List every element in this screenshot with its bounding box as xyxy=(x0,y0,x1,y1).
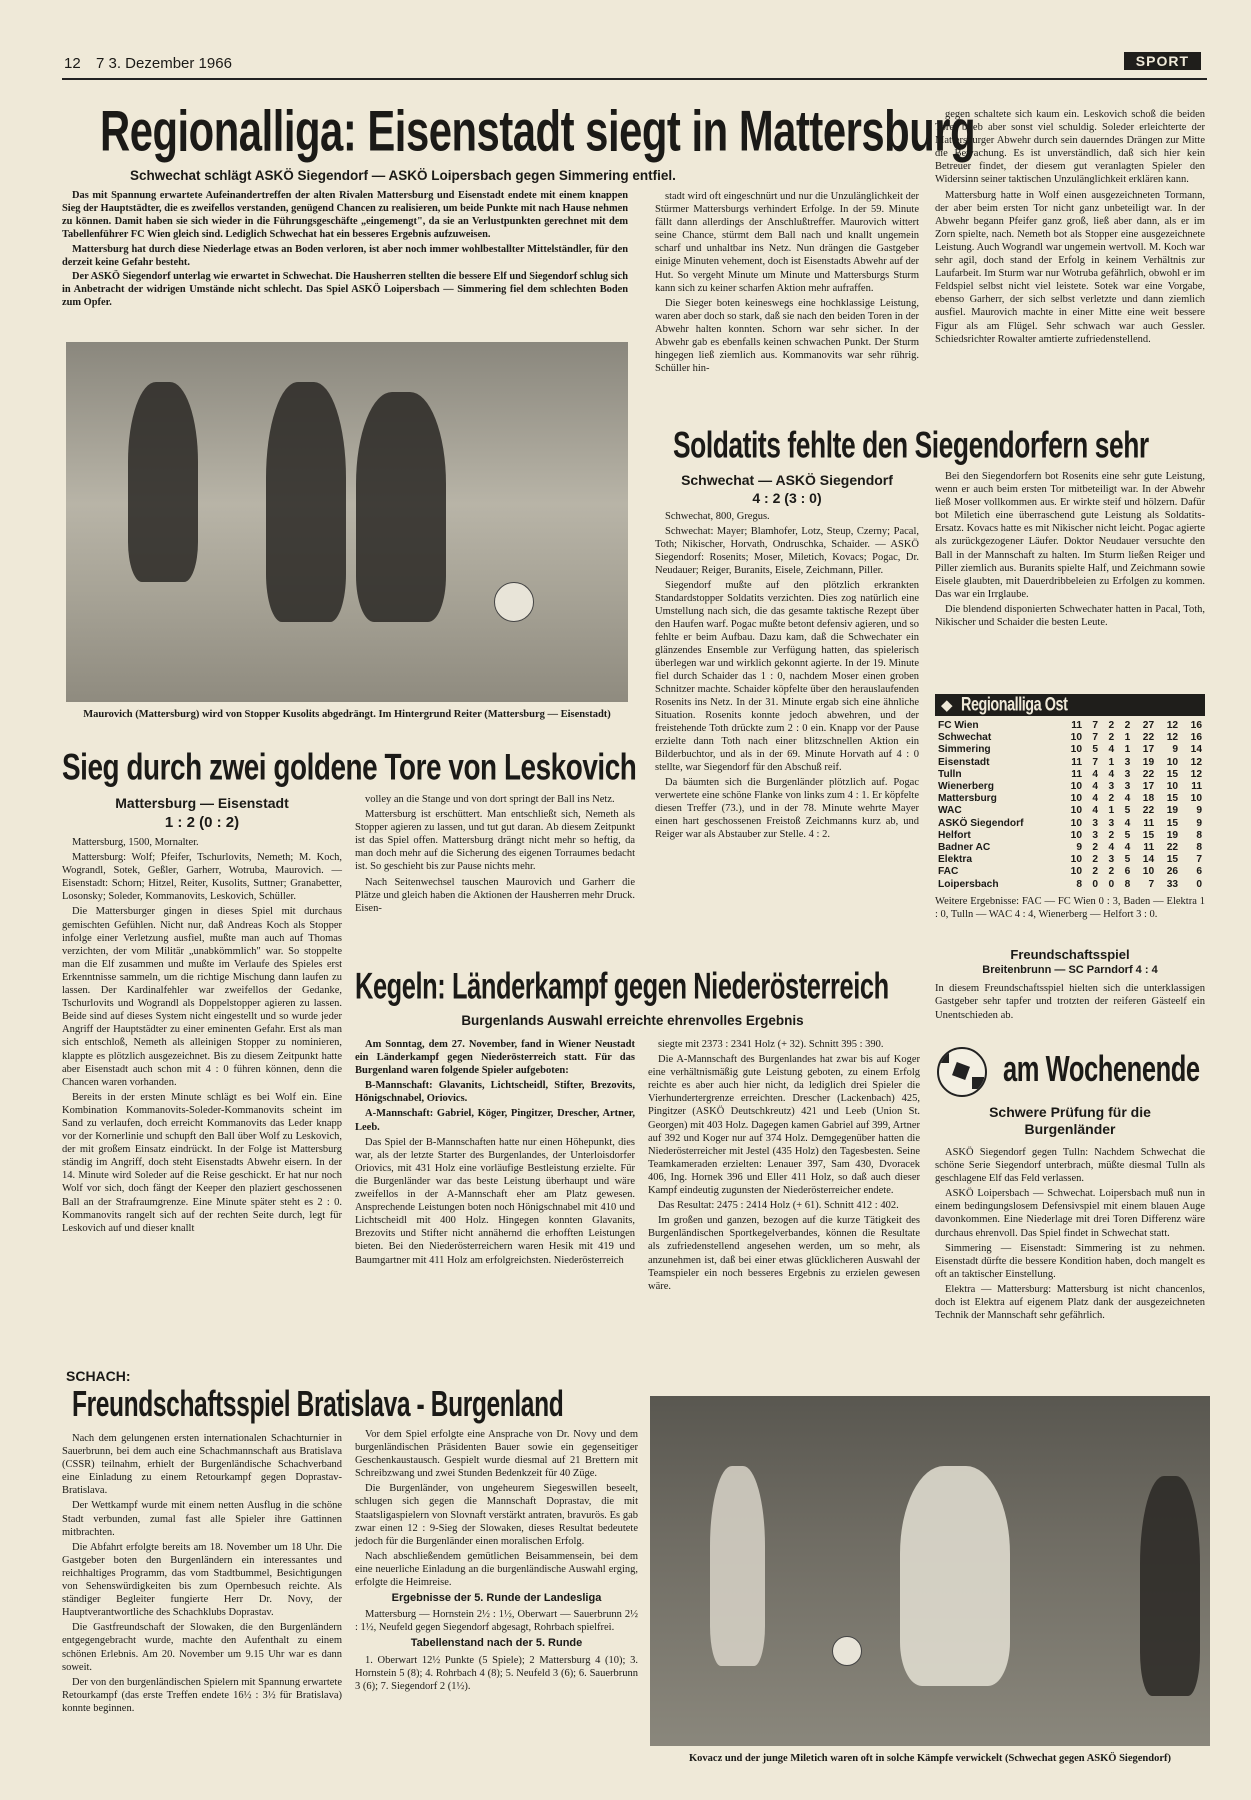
stat-cell: 4 xyxy=(1124,817,1131,829)
stat-cell: 12 xyxy=(1166,732,1179,744)
stat-cell: 4 xyxy=(1092,793,1099,805)
stat-cell: 11 xyxy=(1071,768,1082,780)
stat-cell: 2 xyxy=(1108,829,1115,841)
stat-cell: 10 xyxy=(1070,744,1082,756)
schach-table-title: Tabellenstand nach der 5. Runde xyxy=(410,1637,583,1650)
col2-top-text: stadt wird oft eingeschnürt und nur die Unzulänglichkeit der Stürmer Mattersburgs verhindert Erfolge. In der 59. Minute fällt dann allerdings der Anschlußtreffer. Maurovich wittert seine Chance, stürmt dem Ball nach und knallt ungemein scharf und unhaltbar ins Netz. Nun drängen die Gastgeber einige Minuten vehement, doch ist Eisenstadts Abwehr auf der Hut. So vergeht Minute um Minute und Mattersburgs Sturm kann sich zu keiner scharfen Aktion mehr aufraffen. Die Sieger boten keineswegs eine hochklassige Leistung, waren aber doch so stark, daß sie nach den beiden Toren in der Abwehr halten konnten. Schorn war sehr sicher. In der Abwehr gab es ebenfalls keinen schwachen Punkt. Der Sturm hingegen ließ ziemlich aus. Kommanovits war sehr rührig. Schüller hin- xyxy=(655,191,919,375)
lead-photo xyxy=(66,342,628,702)
stat-cell: 22 xyxy=(1142,805,1155,817)
diamond-icon: ◆ xyxy=(941,698,953,714)
stat-cell: 17 xyxy=(1142,744,1155,756)
leskovich-body2: volley an die Stange und von dort springt der Ball ins Netz. Mattersburg ist erschüttert. Man entschließt sich, Nemeth als Stopper agieren zu lassen, und tut gut daran. Ab diesem Zeitpunkt ist das Spiel offen. Mattersburg drängt nicht mehr so heftig, da man doch mehr auf die Sicherung des eigenen Torraumes bedacht ist. So geschieht bis zur Pause nichts mehr. Nach Seitenwechsel tauschen Maurovich und Garherr die Plätze und gleich haben die Aktionen der Hausherren mehr Druck. Eisen- xyxy=(355,794,635,914)
team-name: Badner AC xyxy=(938,842,991,854)
stat-cell: 16 xyxy=(1190,732,1202,744)
weekend-headline: am Wochenende xyxy=(1003,1050,1200,1090)
standings-title: Regionalliga Ost xyxy=(961,695,1068,716)
soldatits-headline: Soldatits fehlte den Siegendorfern sehr xyxy=(673,425,1149,467)
stat-cell: 15 xyxy=(1166,854,1179,866)
stat-cell: 7 xyxy=(1196,854,1202,866)
stat-cell: 1 xyxy=(1124,744,1131,756)
schach-label: SCHACH: xyxy=(66,1368,131,1384)
schach-col2: Vor dem Spiel erfolgte eine Ansprache von Dr. Novy und dem burgenländischen Präsidenten Bauer sowie ein gegenseitiger Geschenkaustausch. Gespielt wurde diesmal auf 21 Brettern mit Schreibzwang und zwei Stunden Bedenkzeit für 40 Züge. Die Burgenländer, von ungeheurem Siegeswillen beseelt, schlugen sich gegen die Mannschaft Doprastav, die mit Staatsligaspielern von Slovnaft verstärkt antraten, bravurös. Es gab zwar einen 12 : 9-Sieg der Slowaken, dieses Resultat bedeutete jedoch für die Burgenländer einen moralischen Erfolg. Nach abschließendem gemütlichen Beisammensein, bei dem eine neuerliche Einladung an die burgenländische Auswahl erging, erfolgte die Heimreise. Ergebnisse der 5. Runde der Landesliga Mattersburg — Hornstein 2½ : 1½, Oberwart — Sauerbrunn 2½ : 1½, Neufeld gegen Siegendorf abgesagt, Rohrbach spielfrei. Tabellenstand nach der 5. Runde 1. Oberwart 12½ Punkte (5 Spiele); 2 Mattersburg 4 (10); 3. Hornstein 5 (8); 4. Rohrbach 4 (8); 5. Neufeld 3 (6); 6. Sauerbrunn 3 (6); 7. Siegendorf 2 (1½). xyxy=(355,1429,638,1692)
soldatits-body: Schwechat, 800, Gregus. Schwechat: Mayer; Blamhofer, Lotz, Steup, Czerny; Pacal, Toth; Nikischer, Horvath, Ondruschka, Schaider. — ASKÖ Siegendorf: Rosenits; Moser, Miletich, Kovacs; Pogac, Dr. Neudauer; Reiger, Buranits, Eisele, Zeichmann, Piller. Siegendorf mußte auf den plötzlich erkrankten Standardstopper Soldatits verzichten. Dies zog natürlich eine Umstellung nach sich, die das gesamte taktische Rezept über den Haufen warf. Pogac mußte betont defensiv agieren, und so fehlte er beim Aufbau. Dazu kam, daß die Schwechater ein glänzendes Ensemble zur Verfügung hatten, das spielerisch überlegen war und wirklich gekonnt agierte. In der 19. Minute fiel durch Schaider das 1 : 0, nachdem Moser einen groben Schnitzer machte. Schaider köpfelte über den herauslaufenden Rosenits ins Netz. In der 31. Minute ergab sich eine ähnliche Situation. Rosenits konnte jedoch abwehren, und der freistehende Toth drückte zum 2 : 0 ein. Knapp vor der Pause erzielte dann Toth nach einer blitzschnellen Aktion ein Bilderbuchtor, und als in der 69. Minute Horvath auf 4 : 0 stellte, war Siegendorf für den Abschuß reif. Da bäumten sich die Burgenländer plötzlich auf. Pogac verwertete eine schöne Flanke von links zum 4 : 1. Er köpfelte diesen Treffer (73.), und in der 78. Minute wehrte Mayer einen hart geschossenen Freistoß Zeichmanns kurz ab, und Reiger war als Abstauber zur Stelle. 4 : 2. xyxy=(655,511,919,840)
stat-cell: 19 xyxy=(1166,829,1179,841)
team-name: Helfort xyxy=(938,829,971,841)
standings-row xyxy=(935,793,1205,805)
standings-results: Weitere Ergebnisse: FAC — FC Wien 0 : 3, Baden — Elektra 1 : 0, Tulln — WAC 4 : 4, Wienerberg — Helfort 3 : 0. xyxy=(935,895,1205,921)
stat-cell: 10 xyxy=(1070,793,1082,805)
stat-cell: 19 xyxy=(1166,805,1179,817)
stat-cell: 17 xyxy=(1142,781,1155,793)
stat-cell: 4 xyxy=(1108,744,1115,756)
stat-cell: 19 xyxy=(1142,756,1155,768)
kegeln-col1: Am Sonntag, dem 27. November, fand in Wiener Neustadt ein Länderkampf gegen Niederösterreich statt. Für das Burgenland waren folgende Spieler aufgeboten: B-Mannschaft: Glavanits, Lichtscheidl, Stifter, Brezovits, Hönigschnabel, Oriovics. A-Mannschaft: Gabriel, Köger, Pingitzer, Drescher, Artner, Leeb. Das Spiel der B-Mannschaften hatte nur einen Höhepunkt, dies war, als der letzte Starter des Burgenlandes, der Unterloisdorfer Oriovics, mit 431 Holz eine vorläufige Bestleistung erzielte. Für die Burgenländer war das beste Leistung überhaupt und wäre zweifellos in der A-Mannschaft eher am Platz gewesen. Ansprechende Leistungen boten noch Hönigschnabel mit 410 und Lichtscheidl mit 400 Holz. Hingegen konnten Glavanits, Brezovits und Stifter nicht annähernd die erhofften Leistungen bieten. Bei den Niederösterreichern waren Hesik mit 419 und Baumgartner mit 411 Holz am erfolgreichsten. Niederösterreich xyxy=(355,1039,635,1266)
stat-cell: 9 xyxy=(1172,744,1179,756)
friendly-match: Breitenbrunn — SC Parndorf 4 : 4 xyxy=(982,964,1158,976)
stat-cell: 10 xyxy=(1070,732,1082,744)
stat-cell: 2 xyxy=(1092,866,1099,878)
stat-cell: 6 xyxy=(1196,866,1202,878)
bottom-photo xyxy=(650,1396,1210,1746)
stat-cell: 3 xyxy=(1092,829,1099,841)
stat-cell: 9 xyxy=(1076,842,1082,854)
stat-cell: 11 xyxy=(1071,720,1082,731)
stat-cell: 10 xyxy=(1142,866,1155,878)
standings-row xyxy=(935,769,1205,781)
lead-subheadline: Schwechat schlägt ASKÖ Siegendorf — ASKÖ Loipersbach gegen Simmering entfiel. xyxy=(130,168,676,183)
stat-cell: 1 xyxy=(1108,756,1115,768)
stat-cell: 2 xyxy=(1108,793,1115,805)
stat-cell: 8 xyxy=(1196,842,1202,854)
section-label: SPORT xyxy=(1124,52,1201,70)
stat-cell: 3 xyxy=(1108,854,1115,866)
leskovich-teams: Mattersburg — Eisenstadt xyxy=(115,795,289,811)
team-name: Elektra xyxy=(938,854,972,866)
kegeln-sub: Burgenlands Auswahl erreichte ehrenvolles Ergebnis xyxy=(461,1013,804,1028)
stat-cell: 10 xyxy=(1070,781,1082,793)
lead-headline: Regionalliga: Eisenstadt siegt in Mattersburg xyxy=(100,100,976,164)
leskovich-headline: Sieg durch zwei goldene Tore von Leskovich xyxy=(62,746,637,788)
team-name: ASKÖ Siegendorf xyxy=(938,817,1024,829)
stat-cell: 14 xyxy=(1190,744,1202,756)
team-name: Eisenstadt xyxy=(938,756,990,768)
stat-cell: 4 xyxy=(1124,842,1131,854)
stat-cell: 4 xyxy=(1108,842,1115,854)
standings-row xyxy=(935,757,1205,769)
stat-cell: 8 xyxy=(1196,829,1202,841)
stat-cell: 0 xyxy=(1092,878,1099,890)
stat-cell: 2 xyxy=(1108,866,1115,878)
stat-cell: 7 xyxy=(1092,732,1099,744)
stat-cell: 3 xyxy=(1092,817,1099,829)
standings-row xyxy=(935,842,1205,854)
stat-cell: 7 xyxy=(1092,720,1099,731)
friendly-body: In diesem Freundschaftsspiel hielten sich die unterklassigen Gastgeber sehr tapfer und trotzten der reiferen Gästeelf ein Unentschieden ab. xyxy=(935,983,1205,1021)
stat-cell: 15 xyxy=(1142,829,1155,841)
standings-row xyxy=(935,854,1205,866)
stat-cell: 3 xyxy=(1124,768,1131,780)
schach-results-title: Ergebnisse der 5. Runde der Landesliga xyxy=(391,1592,602,1605)
stat-cell: 11 xyxy=(1143,842,1155,854)
stat-cell: 15 xyxy=(1166,817,1179,829)
standings-title-bar xyxy=(935,694,1205,716)
stat-cell: 3 xyxy=(1124,781,1131,793)
stat-cell: 2 xyxy=(1092,842,1099,854)
team-name: Tulln xyxy=(938,768,962,780)
stat-cell: 4 xyxy=(1108,768,1115,780)
stat-cell: 4 xyxy=(1092,781,1099,793)
stat-cell: 27 xyxy=(1142,720,1155,731)
standings-row xyxy=(935,720,1205,732)
weekend-sub: Schwere Prüfung für die Burgenländer xyxy=(989,1104,1151,1137)
stat-cell: 22 xyxy=(1142,732,1155,744)
stat-cell: 7 xyxy=(1092,756,1099,768)
stat-cell: 5 xyxy=(1092,744,1099,756)
stat-cell: 4 xyxy=(1092,768,1099,780)
stat-cell: 2 xyxy=(1108,720,1115,731)
stat-cell: 16 xyxy=(1190,720,1202,731)
team-name: FC Wien xyxy=(938,720,979,731)
leskovich-body: Mattersburg, 1500, Mornalter. Mattersburg: Wolf; Pfeifer, Tschurlovits, Nemeth; M. Koch, Wograndl, Sotek, Geßler, Garherr, Wotruba, Maurovich. — Eisenstadt: Schorn; Hitzel, Reiter, Kusolits, Suttner; Granabetter, Losonsky; Soleder, Kommanovits, Leskovich, Schüller. Die Mattersburger gingen in dieses Spiel mit durchaus gemischten Gefühlen. Nicht nur, daß Andreas Koch als Stopper infolge einer Verletzung ausfiel, mußte man auch auf Thomas verzichten, der vom Militär „unabkömmlich" war. So stoppelte man die Elf zusammen und mußte im Verlaufe des Spieles erst Erkenntnisse sammeln, um die richtige Mischung dann laufen zu lassen. Der Kardinalfehler war zweifellos der Gedanke, Tschurlovits und Wograndl als Doppelstopper agieren zu lassen. Beide sind auf dieses System nicht eingestellt und so wurde jeder Angriff der Hauptstädter zu einer eminenten Gefahr. Erst als man sich entschloß, Nemeth als alleinigen Stopper zu nominieren, klappte es plötzlich ausgezeichnet. Bis zu diesem Zeitpunkt hatte aber Eisenstadt auch schon mit 4 : 0 führen können, denn die Chancen waren vorhanden. Bereits in der ersten Minute schlägt es bei Wolf ein. Eine Kombination Kommanovits-Soleder-Kommanovits scheint im Sand zu verlaufen, doch erreicht Kommanovits das Leder knapp vor der Kornerlinie und schupft den Ball über Wolf zu Leskovich, der mit großem Einsatz eindrückt. In der Folge ist Mattersburg ständig im Angriff, doch steht Eisenstadts Abwehr eisern. In der 14. Minute wird Soleder auf die Reise geschickt. Er hat nur noch Wolf vor sich, doch fängt der Keeper den plaziert geschossenen Ball an der Strafraumgrenze. Eine Minute später steht es 2 : 0. Kommanovits rangelt sich auf der rechten Seite durch, legt für Leskovich auf und dieser knallt xyxy=(62,837,342,1234)
stat-cell: 10 xyxy=(1190,793,1202,805)
schach-headline: Freundschaftsspiel Bratislava - Burgenland xyxy=(72,1385,564,1425)
stat-cell: 9 xyxy=(1196,817,1202,829)
team-name: Mattersburg xyxy=(938,793,997,805)
stat-cell: 1 xyxy=(1124,732,1131,744)
stat-cell: 11 xyxy=(1143,817,1155,829)
kegeln-headline: Kegeln: Länderkampf gegen Niederösterreich xyxy=(355,965,889,1007)
stat-cell: 7 xyxy=(1148,878,1155,890)
team-name: Schwechat xyxy=(938,732,992,744)
stat-cell: 1 xyxy=(1108,805,1115,817)
issue-date: 7 3. Dezember 1966 xyxy=(96,55,232,72)
football-icon xyxy=(937,1047,987,1097)
stat-cell: 22 xyxy=(1142,768,1155,780)
standings-row xyxy=(935,805,1205,817)
soldatits-body-right: Bei den Siegendorfern bot Rosenits eine sehr gute Leistung, wenn er auch beim ersten Tor mitbeteiligt war. In der Abwehr ließ Moser vollkommen aus. Er wirkte steif und hölzern. Dafür bot Miletich eine überraschend gute Leistung als Soldatits-Ersatz. Kovacs hatte es mit Nikischer nicht leicht. Pogac agierte als zurückgezogener Läufer. Doktor Neudauer versuchte den Ball in der Mannschaft zu halten. Im Sturm ließen Reiger und Piller ziemlich aus. Buranits spielte Half, und Zeichmann sowie Eisele glaubten, mit Dauerdribbeleien zu Erfolgen zu kommen. Das war ein Irrglaube. Die blendend disponierten Schwechater hatten in Pacal, Toth, Nikischer und Schaider die besten Leute. xyxy=(935,471,1205,629)
stat-cell: 3 xyxy=(1108,781,1115,793)
stat-cell: 5 xyxy=(1124,854,1131,866)
stat-cell: 2 xyxy=(1124,720,1131,731)
stat-cell: 10 xyxy=(1070,829,1082,841)
lead-photo-caption: Maurovich (Mattersburg) wird von Stopper Kusolits abgedrängt. Im Hintergrund Reiter (Mattersburg — Eisenstadt) xyxy=(83,709,611,720)
leskovich-score: 1 : 2 (0 : 2) xyxy=(164,814,240,831)
schach-col1: Nach dem gelungenen ersten internationalen Schachturnier in Sauerbrunn, bei dem auch eine Schachmannschaft aus Bratislava (CSSR) teilnahm, erhielt der Burgenländische Schachverband eine Einladung zu einem Retourkampf gegen Doprastav-Bratislava. Der Wettkampf wurde mit einem netten Ausflug in die schöne Stadt verbunden, zumal fast alle Spieler ihre Gattinnen mitbrachten. Die Abfahrt erfolgte bereits am 18. November um 18 Uhr. Die Gastgeber boten den Burgenländern ein interessantes und reichhaltiges Programm, das vom Stadtbummel, Besichtigungen von Sehenswürdigkeiten bis zum Opernbesuch reichte. Als ständiger Begleiter fungierte Herr Dr. Novy, der Hauptverantwortliche des Schachklubs Doprastav. Die Gastfreundschaft der Slowaken, die den Burgenländern entgegengebracht wurde, machte den Aufenthalt zu einem schönen Erlebnis. Am 20. November um 9.15 Uhr war es dann soweit. Der von den burgenländischen Spielern mit Spannung erwartete Retourkampf (das erste Treffen endete 16½ : 3½ für Bratislava) konnte beginnen. xyxy=(62,1433,342,1714)
stat-cell: 5 xyxy=(1124,805,1131,817)
col3-top-text: gegen schaltete sich kaum ein. Leskovich schoß die beiden Tore, blieb aber sonst viel schuldig. Soleder erleichterte der Mattersburger Abwehr durch sein dauerndes Drängen zur Mitte die Bewachung. Es ist unverständlich, daß sich hier kein Betreuer findet, der diesem gut veranlagten Spieler den Widersinn seiner taktischen Unzulänglichkeit erklären kann. Mattersburg hatte in Wolf einen ausgezeichneten Tormann, der aber beim ersten Tor nicht ganz unbeteiligt war. In der Abwehr begann Pfeifer ganz groß, ließ aber dann, als er im Zorn spielte, nach. Nemeth bot als Stopper eine ausgezeichnete Leistung. Auch Wograndl war ungemein wertvoll. M. Koch war sehr agil, doch stand der Erfolg in keinem Verhältnis zur Laufarbeit. Im Sturm war nur Wotruba gefährlich, obwohl er im Feldspiel selbst nicht viel leistete. Sotek war eine Vorgabe, ebenso Garherr, der sich selbst verletzte und dann ziemlich ausfiel. Maurovich machte in einer Mitte eine weit bessere Figur als am Flügel. Sehr schwach war auch Gessler. Schiedsrichter Rowalter amtierte zufriedenstellend. xyxy=(935,109,1205,345)
stat-cell: 18 xyxy=(1142,793,1155,805)
stat-cell: 22 xyxy=(1166,842,1179,854)
stat-cell: 8 xyxy=(1076,878,1082,890)
standings-row xyxy=(935,830,1205,842)
stat-cell: 12 xyxy=(1190,756,1202,768)
weekend-body: ASKÖ Siegendorf gegen Tulln: Nachdem Schwechat die schöne Serie Siegendorf unterbrach, müßte diesmal Tulln als geschlagene Elf das Feld verlassen. ASKÖ Loipersbach — Schwechat. Loipersbach muß nun in einem bedingungslosem Defensivspiel mit einem blauen Auge davonkommen. Eine Niederlage mit drei Toren Differenz wäre durchaus ehrenvoll. Das Spiel findet in Schwechat statt. Simmering — Eisenstadt: Simmering ist zu nehmen. Eisenstadt dürfte die bessere Kondition haben, doch mangelt es oft an taktischer Einstellung. Elektra — Mattersburg: Mattersburg ist nicht chancenlos, doch ist Elektra auf eigenem Platz dank der ausgezeichneten Technik der Mannschaft sehr gefährlich. xyxy=(935,1147,1205,1322)
stat-cell: 15 xyxy=(1166,793,1179,805)
stat-cell: 12 xyxy=(1190,768,1202,780)
stat-cell: 10 xyxy=(1070,854,1082,866)
standings-box xyxy=(935,694,1205,921)
team-name: Wienerberg xyxy=(938,781,994,793)
page-number: 12 xyxy=(64,55,81,72)
lead-intro: Das mit Spannung erwartete Aufeinandertreffen der alten Rivalen Mattersburg und Eisenstadt endete mit einem knappen Sieg der Hauptstädter, die es zweifellos verstanden, genügend Chancen zu realisieren, um beide Punkte mit nach Hause nehmen zu können. Damit haben sie sich wieder in die Führungsgeschäfte „eingemengt", da sie an Verlustpunkten gerechnet mit dem Tabellenführer FC Wien gleich sind. Lediglich Schwechat hat ein besseres Ergebnis aufzuweisen. Mattersburg hat durch diese Niederlage etwas an Boden verloren, ist aber noch immer wohlbestallter Mittelständler, für den derzeit keine Gefahr besteht. Der ASKÖ Siegendorf unterlag wie erwartet in Schwechat. Die Hausherren stellten die bessere Elf und Siegendorf schlug sich in Anbetracht der widrigen Umstände nicht schlecht. Das Spiel ASKÖ Loipersbach — Simmering fiel dem schlechten Boden zum Opfer. xyxy=(62,190,628,309)
stat-cell: 5 xyxy=(1124,829,1131,841)
stat-cell: 4 xyxy=(1092,805,1099,817)
stat-cell: 14 xyxy=(1142,854,1155,866)
stat-cell: 10 xyxy=(1070,805,1082,817)
stat-cell: 3 xyxy=(1108,817,1115,829)
stat-cell: 12 xyxy=(1166,720,1179,731)
stat-cell: 6 xyxy=(1124,866,1131,878)
soldatits-score: 4 : 2 (3 : 0) xyxy=(752,490,822,506)
stat-cell: 11 xyxy=(1071,756,1082,768)
bottom-photo-caption: Kovacz und der junge Miletich waren oft in solche Kämpfe verwickelt (Schwechat gegen ASKÖ Siegendorf) xyxy=(689,1753,1171,1764)
team-name: WAC xyxy=(938,805,962,817)
team-name: Simmering xyxy=(938,744,991,756)
soldatits-teams: Schwechat — ASKÖ Siegendorf xyxy=(681,472,893,488)
standings-table xyxy=(935,720,1205,891)
standings-row xyxy=(935,818,1205,830)
stat-cell: 11 xyxy=(1191,781,1202,793)
stat-cell: 10 xyxy=(1070,866,1082,878)
stat-cell: 8 xyxy=(1124,878,1131,890)
stat-cell: 2 xyxy=(1092,854,1099,866)
stat-cell: 10 xyxy=(1070,817,1082,829)
stat-cell: 0 xyxy=(1108,878,1115,890)
standings-row xyxy=(935,781,1205,793)
stat-cell: 9 xyxy=(1196,805,1202,817)
standings-row xyxy=(935,879,1205,891)
team-name: Loipersbach xyxy=(938,878,999,890)
friendly-title: Freundschaftsspiel xyxy=(1010,947,1130,962)
stat-cell: 3 xyxy=(1124,756,1131,768)
kegeln-col2: siegte mit 2373 : 2341 Holz (+ 32). Schnitt 395 : 390. Die A-Mannschaft des Burgenlandes hat zwar bis auf Koger eine verhältnismäßig gute Leistung geboten, zu einem Erfolg reichte es aber auch hier nicht, da lediglich drei Spieler die Vierhundertergrenze erreichten. Drescher (Lackenbach) 425, Pingitzer (ASKÖ Deutschkreutz) 421 und Leeb (Union St. Georgen) mit 403 Holz. Dagegen kamen Gabriel auf 399, Artner auf 392 und Koger nur auf 374 Holz. Demgegenüber hatten die Niederösterreicher mit Jestel (435 Holz) den Tagesbesten. Seine Teamkameraden erzielten: Lenauer 397, Sam 430, Dvoracek 406, Ing. Hornek 396 und Eller 411 Holz, so daß auch dieser Kampf eindeutig zugunsten der Niederösterreicher endete. Das Resultat: 2475 : 2414 Holz (+ 61). Schnitt 412 : 402. Im großen und ganzen, bezogen auf die kurze Tätigkeit des Burgenländischen Sportkegelverbandes, können die Resultate als zufriedenstellend angesehen werden, um so mehr, als anzunehmen ist, daß bei einer etwas glücklicheren Auswahl der Teamspieler ein noch besseres Ergebnis zu erzielen gewesen wäre. xyxy=(648,1039,920,1292)
page-header xyxy=(62,52,1207,80)
stat-cell: 4 xyxy=(1124,793,1131,805)
stat-cell: 15 xyxy=(1166,768,1179,780)
stat-cell: 2 xyxy=(1108,732,1115,744)
stat-cell: 10 xyxy=(1166,756,1179,768)
stat-cell: 10 xyxy=(1166,781,1179,793)
stat-cell: 33 xyxy=(1166,878,1179,890)
standings-row xyxy=(935,732,1205,744)
team-name: FAC xyxy=(938,866,959,878)
standings-row xyxy=(935,866,1205,878)
stat-cell: 26 xyxy=(1166,866,1179,878)
standings-row xyxy=(935,744,1205,756)
stat-cell: 0 xyxy=(1196,878,1202,890)
